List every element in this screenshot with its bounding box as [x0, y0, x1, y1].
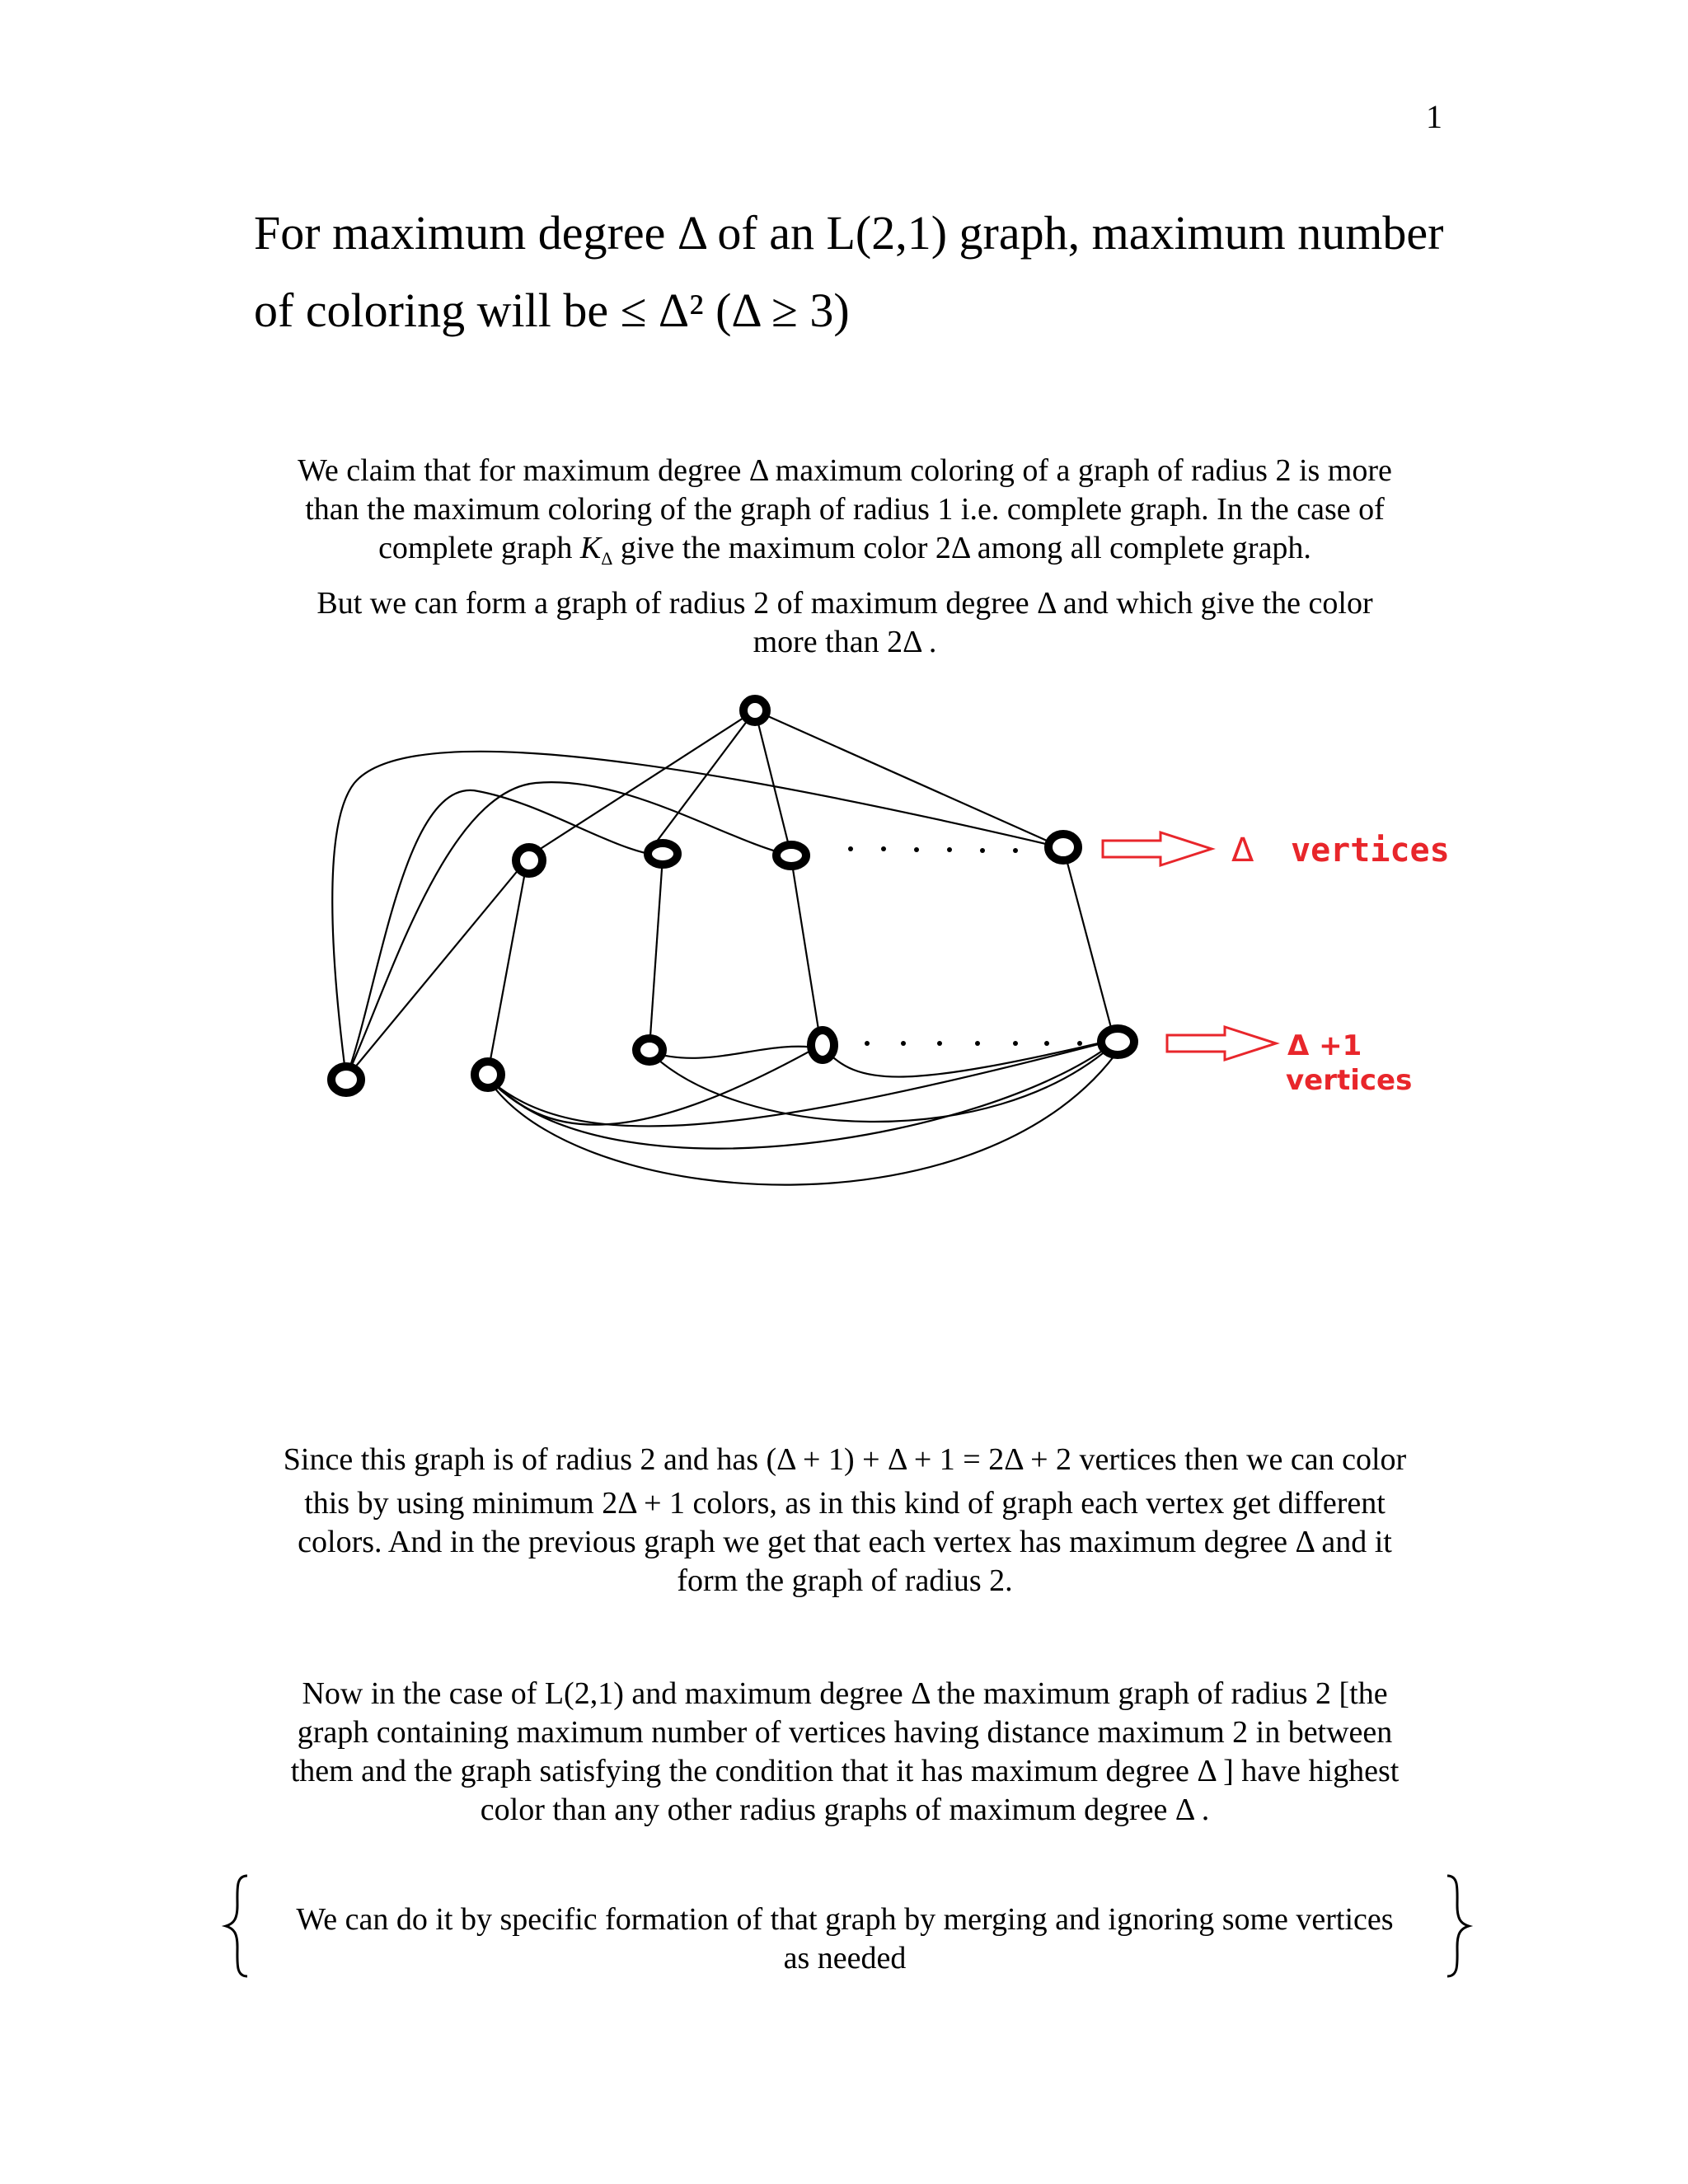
edge [649, 1047, 821, 1058]
dot [1077, 1041, 1082, 1046]
text-line: Now in the case of L(2,1) and maximum degree Δ the maximum graph of radius 2 [the [302, 1676, 1388, 1711]
ellipsis-dots [848, 846, 1082, 1046]
edge [346, 859, 528, 1078]
vertex [636, 1038, 663, 1062]
vertex [743, 699, 767, 722]
text-line: graph containing maximum number of vertices having distance maximum 2 in between [297, 1715, 1393, 1750]
arrow-to-bottom-label [1167, 1027, 1276, 1060]
text-line [239, 529, 1451, 578]
vertex [776, 845, 806, 866]
text-line: colors. And in the previous graph we get that each vertex has maximum degree Δ and it [298, 1525, 1392, 1559]
vertex [811, 1030, 834, 1060]
title-line-1: For maximum degree Δ of an L(2,1) graph, maximum number [254, 206, 1444, 260]
text-line: form the graph of radius 2. [677, 1563, 1013, 1598]
label-delta: Δ [1231, 832, 1254, 869]
graph-diagram [0, 676, 1688, 1269]
dot [937, 1041, 942, 1046]
text-line: them and the graph satisfying the condition that it has maximum degree Δ ] have highest [290, 1754, 1400, 1788]
l21-paragraph [239, 1675, 1451, 1830]
dot [881, 846, 886, 851]
edge [491, 1040, 1114, 1126]
radius-paragraph [239, 1441, 1451, 1601]
edge [528, 710, 755, 857]
text-line: this by using minimum 2Δ + 1 colors, as in this kind of graph each vertex get different [304, 1486, 1386, 1521]
dot [980, 848, 985, 853]
vertex [1101, 1029, 1134, 1055]
text-line: But we can form a graph of radius 2 of maximum degree Δ and which give the color [316, 586, 1373, 621]
vertex [1048, 834, 1078, 860]
vertex [516, 847, 542, 874]
graph-edges [332, 710, 1121, 1185]
text-line: color than any other radius graphs of maximum degree Δ . [480, 1793, 1210, 1827]
edge [646, 710, 755, 855]
method-note [239, 1900, 1451, 1978]
text-line: as needed [783, 1941, 907, 1975]
dot [1044, 1041, 1049, 1046]
label-vertices-top: vertices [1291, 832, 1450, 869]
edge [1063, 847, 1114, 1040]
dot [914, 847, 919, 852]
label-vertices-bottom: vertices [1286, 1064, 1413, 1097]
edge [495, 1047, 1121, 1185]
edge [346, 790, 658, 1078]
text-fragment: complete graph [378, 531, 580, 565]
subscript-delta: Δ [601, 548, 613, 569]
page-number: 1 [1426, 98, 1442, 135]
dot [1013, 1041, 1018, 1046]
vertex [475, 1062, 501, 1088]
edge [649, 857, 663, 1048]
claim-paragraph [239, 452, 1451, 662]
title-line-2: of coloring will be ≤ Δ² (Δ ≥ 3) [254, 284, 850, 337]
vertex [331, 1066, 361, 1093]
page-title [254, 194, 1457, 349]
dot [848, 846, 853, 851]
right-brace [1441, 1872, 1474, 1980]
dot [1013, 848, 1018, 853]
graph-vertices [331, 699, 1134, 1093]
text-line: Since this graph is of radius 2 and has (Δ + 1) + Δ + 1 = 2Δ + 2 vertices then we can color [283, 1442, 1407, 1477]
dot [975, 1041, 980, 1046]
dot [901, 1041, 906, 1046]
edge [791, 859, 821, 1045]
text-line: than the maximum coloring of the graph of radius 1 i.e. complete graph. In the case of [305, 492, 1385, 527]
dot [947, 847, 952, 852]
edge [346, 782, 791, 1078]
text-fragment: give the maximum color 2Δ among all complete graph. [612, 531, 1311, 565]
arrow-to-top-label [1103, 832, 1212, 865]
dot [865, 1041, 870, 1046]
vertex [648, 843, 678, 865]
text-line: We can do it by specific formation of that graph by merging and ignoring some vertices [296, 1902, 1394, 1937]
edge [488, 859, 528, 1073]
label-delta-plus-one: Δ +1 [1287, 1029, 1362, 1062]
text-line: more than 2Δ . [753, 625, 937, 659]
edge [332, 752, 1060, 1078]
edge [755, 710, 1062, 847]
text-line: We claim that for maximum degree Δ maximum coloring of a graph of radius 2 is more [298, 453, 1392, 488]
complete-graph-symbol: K [579, 531, 602, 565]
